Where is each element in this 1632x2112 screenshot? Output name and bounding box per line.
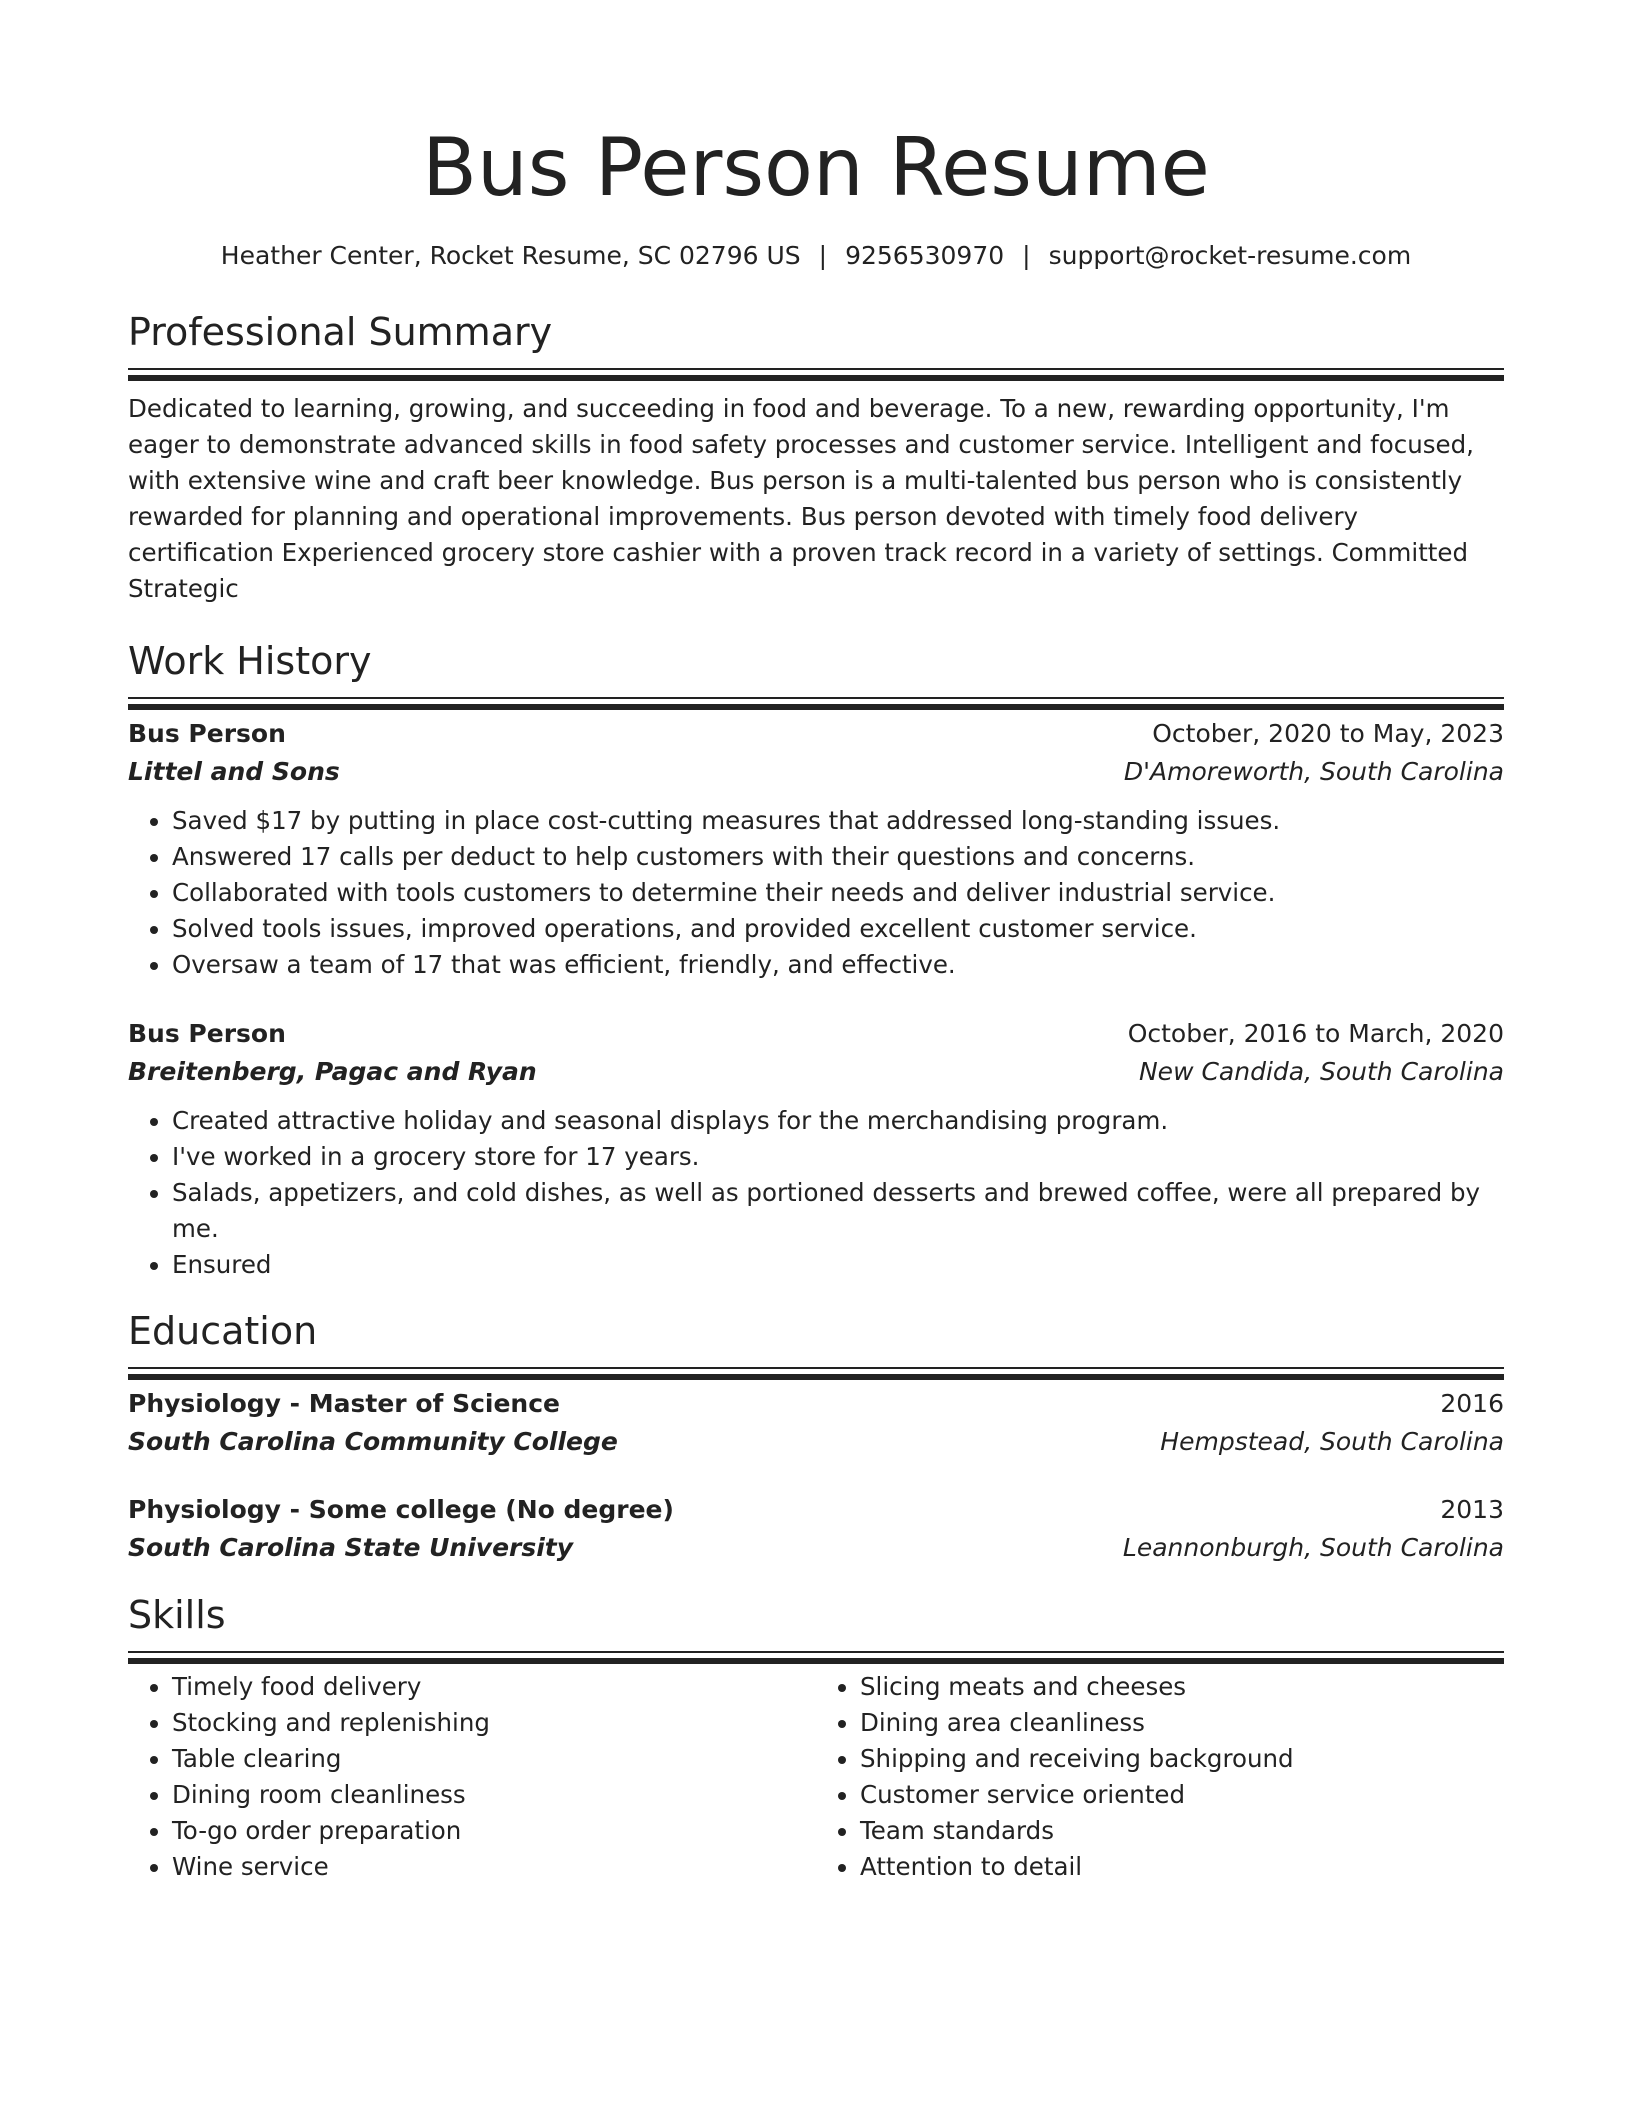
education-location: Leannonburgh, South Carolina — [1122, 1533, 1504, 1562]
job-dates: October, 2020 to May, 2023 — [1152, 719, 1504, 748]
education-entry — [128, 1491, 1504, 1567]
contact-phone: 9256530970 — [845, 241, 1005, 270]
section-divider — [128, 368, 1504, 370]
contact-separator: | — [818, 241, 828, 270]
section-heading-education: Education — [128, 1309, 318, 1353]
education-header-row — [128, 1385, 1504, 1423]
list-item: • Wine service — [172, 1849, 816, 1885]
job-company: Breitenberg, Pagac and Ryan — [128, 1057, 537, 1086]
list-item: • Dining room cleanliness — [172, 1777, 816, 1813]
section-divider — [128, 697, 1504, 699]
list-item: • Stocking and replenishing — [172, 1705, 816, 1741]
list-item: • Timely food delivery — [172, 1669, 816, 1705]
work-history-section — [128, 637, 1504, 1283]
summary-section — [128, 308, 1504, 607]
education-header-row — [128, 1491, 1504, 1529]
list-item: • Oversaw a team of 17 that was efficient, friendly, and effective. — [172, 947, 1504, 983]
list-item: • Saved $17 by putting in place cost-cutting measures that addressed long-standing issues. — [172, 803, 1504, 839]
section-heading-skills: Skills — [128, 1593, 226, 1637]
job-title: Bus Person — [128, 1019, 286, 1048]
page-title: Bus Person Resume — [422, 121, 1210, 214]
list-item: • Ensured — [172, 1247, 1504, 1283]
job-company: Littel and Sons — [128, 757, 340, 786]
contact-separator: | — [1022, 241, 1031, 270]
list-item: • Table clearing — [172, 1741, 816, 1777]
job-company-row — [128, 1053, 1504, 1091]
education-degree: Physiology - Master of Science — [128, 1389, 561, 1418]
education-section — [128, 1307, 1504, 1567]
skills-section — [128, 1591, 1504, 1885]
list-item: • Team standards — [860, 1813, 1504, 1849]
education-entry — [128, 1385, 1504, 1461]
list-item: • Solved tools issues, improved operations, and provided excellent customer service. — [172, 911, 1504, 947]
education-school-row — [128, 1529, 1504, 1567]
job-location: D'Amoreworth, South Carolina — [1123, 757, 1504, 786]
list-item: • I've worked in a grocery store for 17 years. — [172, 1139, 1504, 1175]
skills-column-right — [816, 1669, 1504, 1885]
job-entry — [128, 715, 1504, 983]
skills-column-left — [128, 1669, 816, 1885]
job-title: Bus Person — [128, 719, 286, 748]
job-header-row — [128, 1015, 1504, 1053]
education-school-row — [128, 1423, 1504, 1461]
job-header-row — [128, 715, 1504, 753]
education-degree: Physiology - Some college (No degree) — [128, 1495, 674, 1524]
list-item: • Attention to detail — [860, 1849, 1504, 1885]
job-entry — [128, 1015, 1504, 1283]
list-item: • Answered 17 calls per deduct to help customers with their questions and concerns. — [172, 839, 1504, 875]
list-item: • Slicing meats and cheeses — [860, 1669, 1504, 1705]
job-bullets — [128, 1103, 1504, 1283]
list-item: • Customer service oriented — [860, 1777, 1504, 1813]
list-item: • Shipping and receiving background — [860, 1741, 1504, 1777]
summary-text: Dedicated to learning, growing, and succeeding in food and beverage. To a new, rewarding opportunity, I'm eager to demonstrate advanced skills in food safety processes and customer service. Intelligent and focused, with extensive wine and craft beer knowledge. Bus person is a multi-talented bus person who is consistently rewarded for planning and operational improvements. Bus person devoted with timely food delivery certification Experienced grocery store cashier with a proven track record in a variety of settings. Committed Strategic — [128, 394, 1474, 603]
job-location: New Candida, South Carolina — [1138, 1057, 1504, 1086]
contact-address: Heather Center, Rocket Resume, SC 02796 US — [220, 241, 801, 270]
skills-list — [128, 1669, 816, 1885]
list-item: • Created attractive holiday and seasonal displays for the merchandising program. — [172, 1103, 1504, 1139]
list-item: • Dining area cleanliness — [860, 1705, 1504, 1741]
job-company-row — [128, 753, 1504, 791]
contact-email: support@rocket-resume.com — [1048, 241, 1412, 270]
education-location: Hempstead, South Carolina — [1160, 1427, 1504, 1456]
list-item: • Collaborated with tools customers to determine their needs and deliver industrial service. — [172, 875, 1504, 911]
job-bullets — [128, 803, 1504, 983]
section-heading-summary: Professional Summary — [128, 310, 553, 354]
section-divider — [128, 1651, 1504, 1653]
section-divider — [128, 1367, 1504, 1369]
skills-list — [816, 1669, 1504, 1885]
education-year: 2016 — [1440, 1389, 1504, 1418]
contact-line — [128, 238, 1504, 274]
skills-grid — [128, 1669, 1504, 1885]
education-year: 2013 — [1440, 1495, 1504, 1524]
section-heading-work-history: Work History — [128, 639, 372, 683]
list-item: • Salads, appetizers, and cold dishes, as well as portioned desserts and brewed coffee, were all prepared by me. — [172, 1175, 1504, 1247]
education-school: South Carolina State University — [128, 1533, 574, 1562]
job-dates: October, 2016 to March, 2020 — [1127, 1019, 1504, 1048]
list-item: • To-go order preparation — [172, 1813, 816, 1849]
education-school: South Carolina Community College — [128, 1427, 618, 1456]
